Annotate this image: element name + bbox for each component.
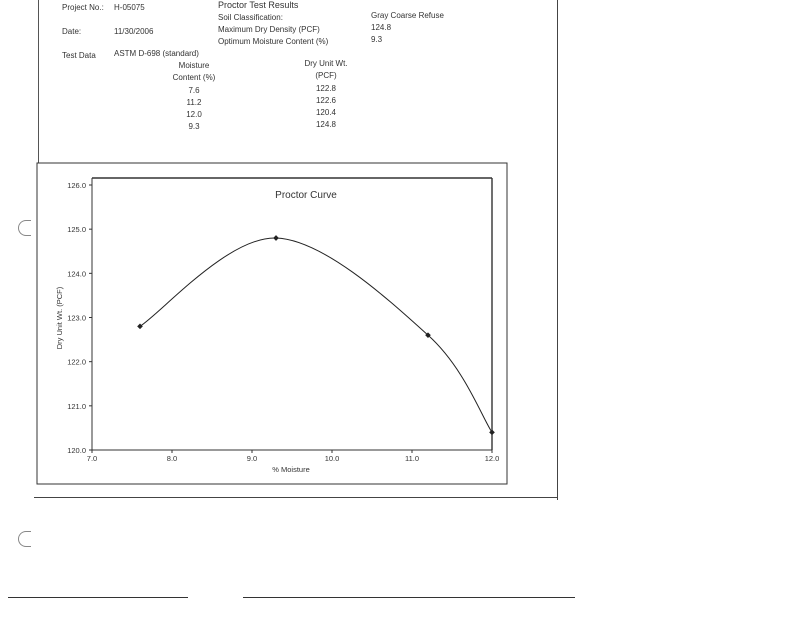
moisture-header-1: Moisture <box>178 61 210 70</box>
table-row-3-moisture: 12.0 <box>186 110 202 119</box>
date-value: 11/30/2006 <box>114 27 154 36</box>
footer-rule-right <box>243 597 575 598</box>
data-point-marker <box>489 430 495 436</box>
soil-value: Gray Coarse Refuse <box>371 11 444 20</box>
soil-label: Soil Classification: <box>218 13 283 22</box>
date-label: Date: <box>62 27 82 36</box>
binder-hole-upper <box>18 220 31 236</box>
omc-value: 9.3 <box>371 35 383 44</box>
omc-label: Optimum Moisture Content (%) <box>218 37 329 46</box>
y-axis-label: Dry Unit Wt. (PCF) <box>55 286 64 350</box>
table-row-3-dry: 120.4 <box>315 108 337 117</box>
y-tick-label: 126.0 <box>67 181 86 190</box>
data-point-marker <box>273 235 279 241</box>
test-data-label: Test Data <box>62 51 96 60</box>
project-value: H-05075 <box>114 3 145 12</box>
results-title: Proctor Test Results <box>218 0 299 10</box>
mdd-value: 124.8 <box>371 23 392 32</box>
table-row-1-dry: 122.8 <box>315 84 337 93</box>
chart-frame <box>37 163 507 484</box>
x-tick-label: 7.0 <box>86 454 98 463</box>
table-row-2-dry: 122.6 <box>315 96 337 105</box>
x-tick-label: 11.0 <box>404 454 420 463</box>
x-tick-label: 10.0 <box>324 454 340 463</box>
y-tick-label: 123.0 <box>67 313 86 323</box>
x-tick-label: 12.0 <box>484 454 500 463</box>
y-tick-label: 124.0 <box>67 269 86 279</box>
x-axis-label: % Moisture <box>272 465 310 474</box>
table-row-2-moisture: 11.2 <box>186 98 202 107</box>
project-label: Project No.: <box>62 3 104 12</box>
x-tick-label: 8.0 <box>166 454 178 463</box>
footer-rule-left <box>8 597 188 598</box>
test-data-value: ASTM D-698 (standard) <box>114 49 199 58</box>
dry-header-1: Dry Unit Wt. <box>304 59 348 68</box>
proctor-curve-line <box>140 238 492 432</box>
binder-hole-lower <box>18 531 31 547</box>
table-row-1-moisture: 7.6 <box>188 86 200 95</box>
y-tick-label: 121.0 <box>67 401 86 411</box>
chart-title: Proctor Curve <box>275 190 337 201</box>
moisture-header-2: Content (%) <box>172 73 216 82</box>
table-row-4-dry: 124.8 <box>315 120 337 129</box>
x-tick-label: 9.0 <box>246 454 258 463</box>
axis-ticks <box>67 181 499 463</box>
y-tick-label: 122.0 <box>67 357 86 367</box>
data-points <box>137 235 495 435</box>
dry-header-2: (PCF) <box>315 71 337 80</box>
mdd-label: Maximum Dry Density (PCF) <box>218 25 320 34</box>
table-row-4-moisture: 9.3 <box>188 122 200 131</box>
y-tick-label: 120.0 <box>67 446 86 455</box>
y-tick-label: 125.0 <box>67 225 86 235</box>
